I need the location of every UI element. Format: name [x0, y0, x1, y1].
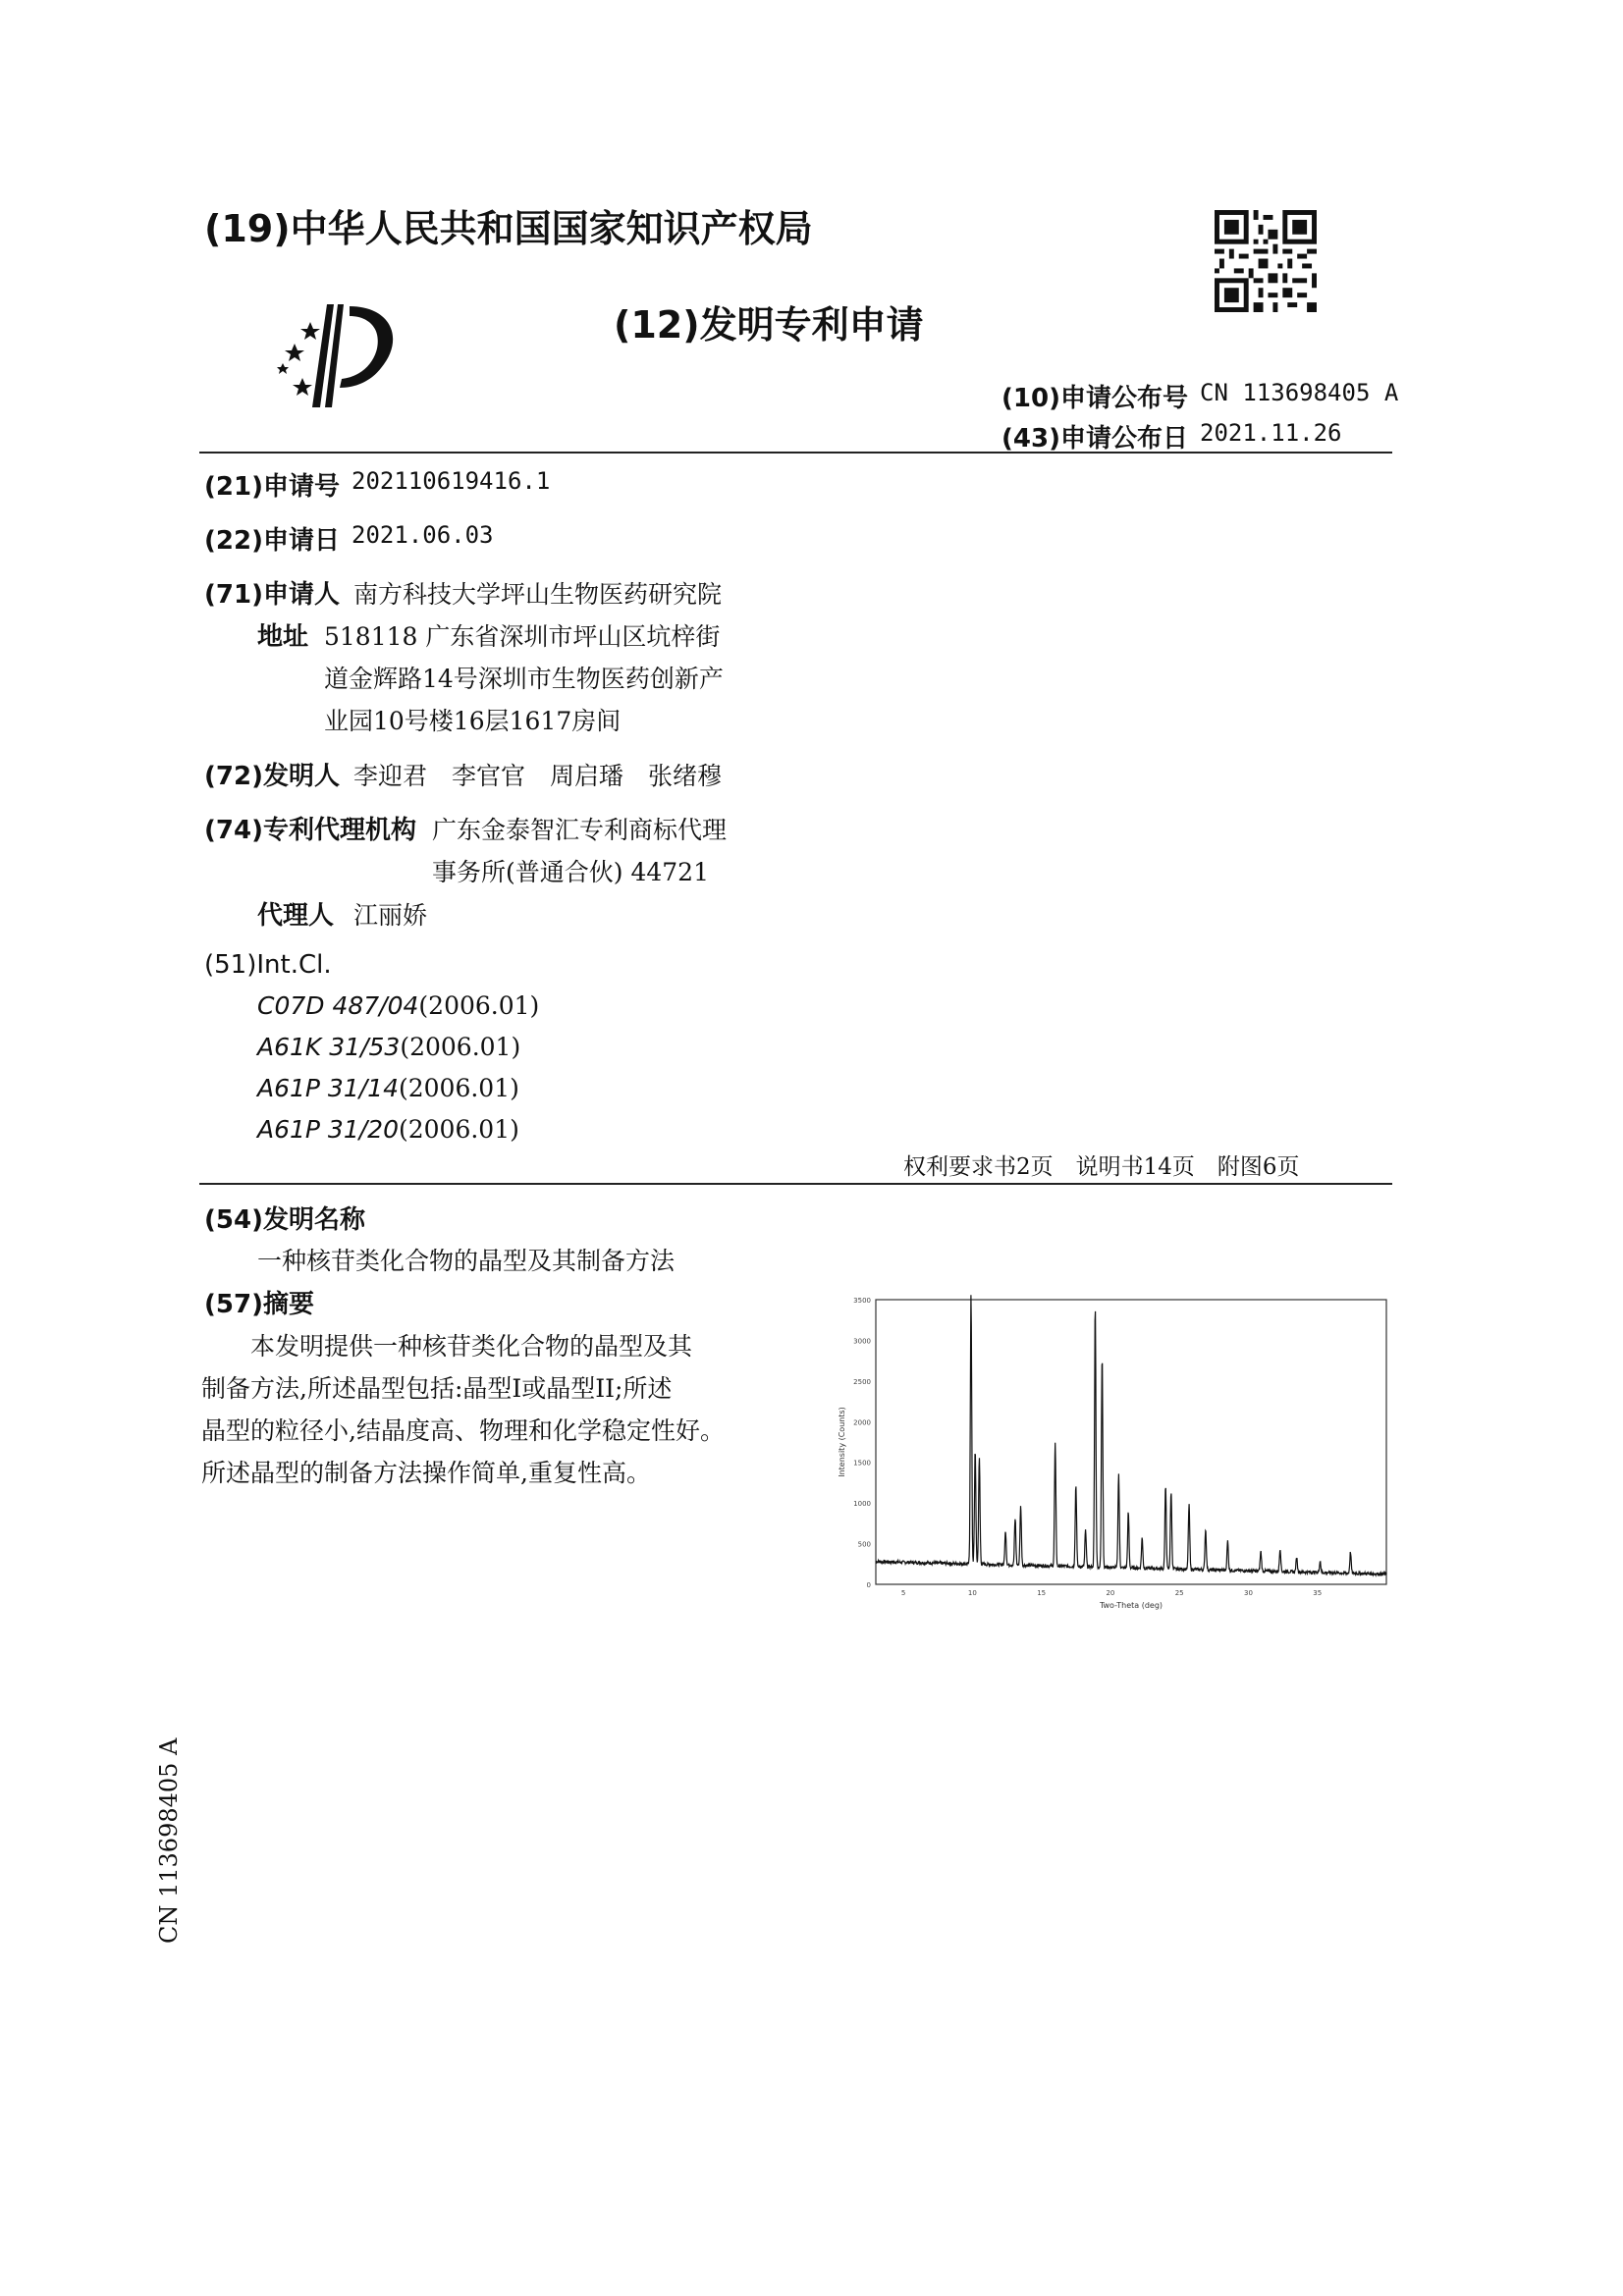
y-tick-label: 500: [857, 1540, 871, 1549]
x-tick-label: 5: [900, 1589, 906, 1597]
address-line: 道金辉路14号深圳市生物医药创新产: [324, 665, 724, 693]
abstract-label: (57)摘要: [204, 1290, 314, 1319]
xrpd-chart: [835, 1292, 1394, 1616]
y-tick-label: 3000: [853, 1337, 871, 1346]
x-tick-label: 30: [1243, 1589, 1253, 1597]
diffraction-pattern-line: [876, 1295, 1386, 1575]
ipc-code: A61P 31/14: [257, 1074, 399, 1102]
y-tick-label: 3500: [853, 1297, 871, 1305]
application-number: 202110619416.1: [352, 467, 551, 495]
ipc-code: C07D 487/04: [257, 991, 419, 1020]
document-type-title: (12)发明专利申请: [614, 303, 924, 347]
inventor-names: 李迎君 李官官 周启璠 张绪穆: [353, 762, 723, 790]
application-date-label: (22)申请日: [204, 526, 340, 556]
x-tick-label: 20: [1106, 1589, 1115, 1597]
int-cl-label: (51)Int.Cl.: [204, 950, 332, 980]
biblio-divider: [199, 1183, 1392, 1185]
header-divider: [199, 452, 1392, 454]
application-number-label: (21)申请号: [204, 472, 340, 502]
ipc-entry: [257, 1115, 519, 1144]
ipc-entry: [257, 1033, 520, 1061]
publication-date: 2021.11.26: [1200, 419, 1342, 447]
publication-number-label: (10)申请公布号: [1001, 384, 1188, 413]
y-tick-label: 1000: [853, 1500, 871, 1509]
inventor-label: (72)发明人: [204, 762, 340, 791]
address-label: 地址: [257, 622, 309, 652]
applicant-name: 南方科技大学坪山生物医药研究院: [353, 580, 723, 609]
cnipa-emblem-icon: [273, 294, 420, 412]
y-axis-label: Intensity (Counts): [838, 1407, 846, 1477]
x-axis-label: Two-Theta (deg): [1099, 1601, 1163, 1610]
y-tick-label: 2000: [853, 1418, 871, 1427]
agency-line: 事务所(普通合伙) 44721: [432, 858, 709, 886]
ipc-version: (2006.01): [398, 1115, 519, 1144]
y-tick-label: 2500: [853, 1377, 871, 1386]
side-publication-number: CN 113698405 A: [155, 1737, 183, 1944]
agent-label: 代理人: [257, 901, 335, 931]
ipc-version: (2006.01): [418, 991, 540, 1020]
y-axis-ticks: [853, 1297, 871, 1589]
invention-title-label: (54)发明名称: [204, 1205, 365, 1235]
ipc-version: (2006.01): [400, 1033, 521, 1061]
qr-code-icon: [1215, 210, 1317, 312]
application-date: 2021.06.03: [352, 521, 494, 549]
abstract-text: [201, 1325, 725, 1494]
authority-title: (19)中华人民共和国国家知识产权局: [204, 207, 813, 250]
y-tick-label: 0: [866, 1581, 871, 1589]
publication-number: CN 113698405 A: [1200, 379, 1399, 406]
abstract-line: 所述晶型的制备方法操作简单,重复性高。: [201, 1459, 651, 1487]
y-tick-label: 1500: [853, 1459, 871, 1468]
x-tick-label: 35: [1313, 1589, 1323, 1597]
invention-title: 一种核苷类化合物的晶型及其制备方法: [257, 1247, 676, 1275]
agency-line: 广东金泰智汇专利商标代理: [432, 816, 728, 844]
x-tick-label: 25: [1174, 1589, 1184, 1597]
address-line: 518118 广东省深圳市坪山区坑梓街: [324, 622, 721, 651]
x-tick-label: 10: [967, 1589, 977, 1597]
abstract-line: 晶型的粒径小,结晶度高、物理和化学稳定性好。: [201, 1416, 725, 1445]
xrpd-chart-svg: [835, 1292, 1394, 1616]
agent-name: 江丽娇: [353, 901, 428, 930]
ipc-entry: [257, 1074, 519, 1102]
applicant-label: (71)申请人: [204, 580, 340, 610]
abstract-line: 本发明提供一种核苷类化合物的晶型及其: [201, 1332, 693, 1361]
agency-label: (74)专利代理机构: [204, 816, 416, 845]
plot-frame: [876, 1300, 1386, 1584]
x-tick-label: 15: [1037, 1589, 1047, 1597]
abstract-line: 制备方法,所述晶型包括:晶型I或晶型II;所述: [201, 1374, 673, 1403]
ipc-entry: [257, 991, 539, 1020]
ipc-version: (2006.01): [398, 1074, 519, 1102]
page-counts: 权利要求书2页 说明书14页 附图6页: [903, 1154, 1300, 1180]
publication-date-label: (43)申请公布日: [1001, 424, 1188, 454]
x-axis-ticks: [901, 1589, 1322, 1597]
ipc-code: A61P 31/20: [257, 1115, 399, 1144]
ipc-code: A61K 31/53: [257, 1033, 401, 1061]
address-line: 业园10号楼16层1617房间: [324, 707, 622, 735]
